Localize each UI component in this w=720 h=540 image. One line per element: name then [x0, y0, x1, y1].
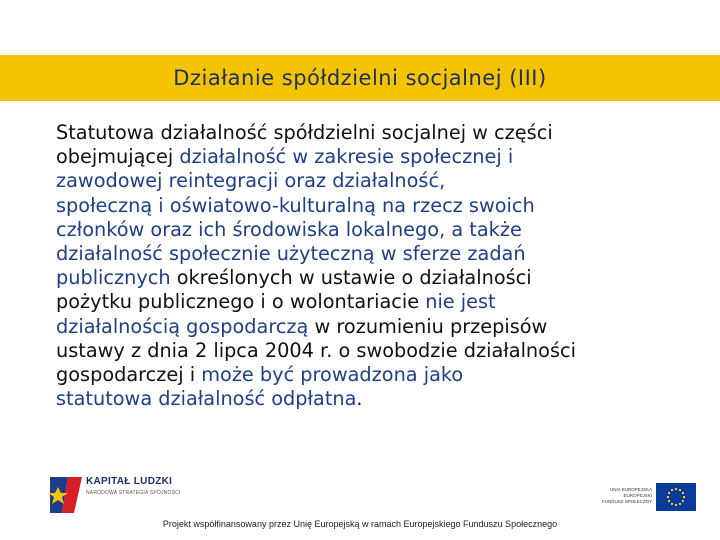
- eu-star-icon: [683, 496, 685, 498]
- body-text-segment: określonych w ustawie o działalności pożytku publicznego i o wolontariacie: [56, 266, 532, 314]
- eu-flag-icon: [656, 483, 696, 511]
- eu-star-icon: [668, 492, 670, 494]
- funding-caption: Projekt współfinansowany przez Unię Europejską w ramach Europejskiego Funduszu Społecznego: [162, 519, 558, 529]
- title-bar: [0, 55, 720, 101]
- eu-star-icon: [675, 504, 677, 506]
- body-text-segment: Statutowa działalność spółdzielni socjalnej w części obejmującej: [56, 121, 553, 169]
- kapital-ludzki-subtitle: NARODOWA STRATEGIA SPÓJNOŚCI: [86, 490, 181, 496]
- eu-logo-text: UNIA EUROPEJSKA EUROPEJSKI FUNDUSZ SPOŁECZNY: [601, 487, 652, 504]
- body-text-segment: .: [356, 387, 363, 411]
- highlighted-text: może być prowadzona jako statutowa działalność odpłatna: [56, 363, 464, 411]
- eu-star-icon: [679, 503, 681, 505]
- eu-star-icon: [679, 489, 681, 491]
- slide-body-text: [56, 121, 696, 411]
- kapital-ludzki-emblem-icon: [48, 473, 84, 517]
- body-text-segment: w rozumieniu przepisów ustawy z dnia 2 lipca 2004 r. o swobodzie działalności gospodarczej i: [56, 314, 576, 387]
- kapital-ludzki-title: KAPITAŁ LUDZKI: [86, 476, 173, 487]
- highlighted-text: nie jest działalnością gospodarczą: [56, 290, 496, 338]
- eu-star-icon: [671, 503, 673, 505]
- highlighted-text: działalność w zakresie społecznej i zawodowej reintegracji oraz działalność, społeczną i oświatowo-kulturalną na rzecz swoich członków oraz ich środowiska lokalnego, a także działalność społecznie użyteczną w sferze zadań publicznych: [56, 145, 535, 290]
- slide-title: Działanie spółdzielni socjalnej (III): [173, 66, 547, 90]
- kapital-ludzki-logo: [48, 473, 188, 517]
- eu-logo: [600, 483, 700, 513]
- eu-star-icon: [682, 492, 684, 494]
- eu-star-icon: [667, 496, 669, 498]
- eu-star-icon: [682, 500, 684, 502]
- eu-star-icon: [671, 489, 673, 491]
- eu-star-icon: [668, 500, 670, 502]
- eu-star-icon: [675, 488, 677, 490]
